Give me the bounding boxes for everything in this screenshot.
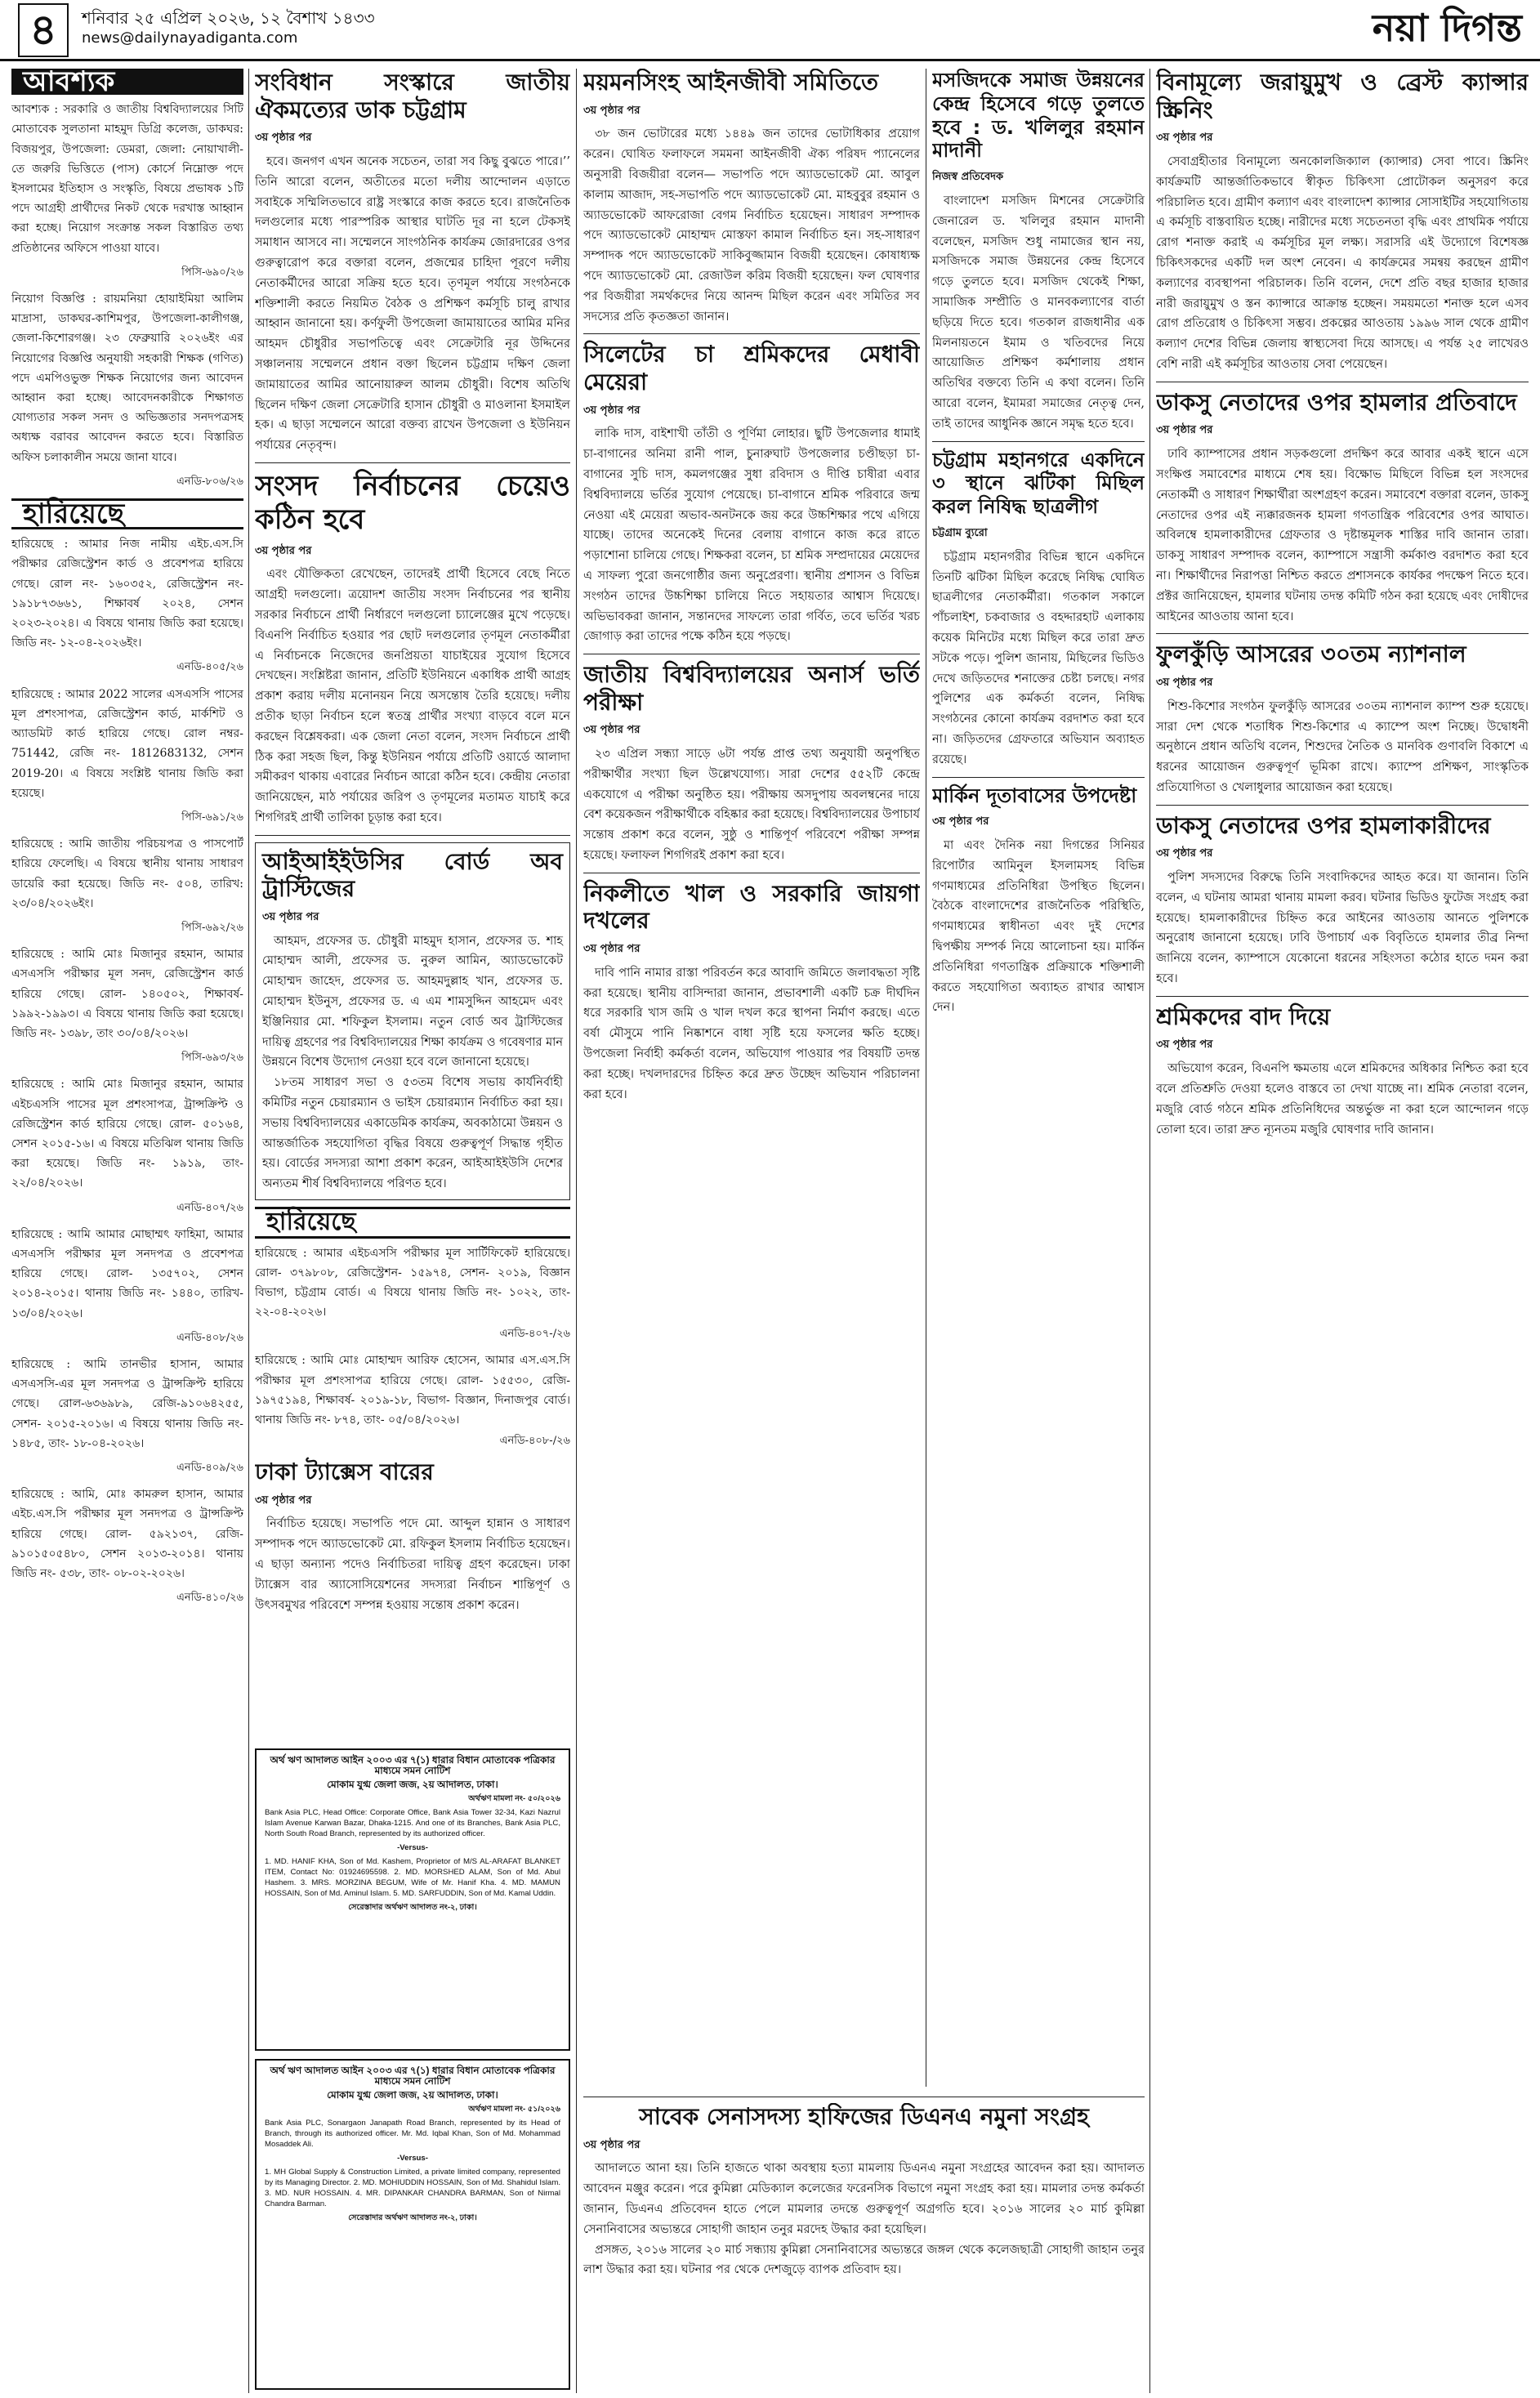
column-divider [576, 69, 577, 2393]
notice-title: অর্থ ঋণ আদালত আইন ২০০৩ এর ৭(১) ধারার বিধান মোতাবেক পত্রিকার মাধ্যমে সমন নোটিশ [270, 2065, 556, 2087]
header-divider [0, 59, 1540, 61]
article-body: প্রসঙ্গত, ২০১৬ সালের ২০ মার্চ সন্ধ্যায় কুমিল্লা সেনানিবাসের অভ্যন্তরে জঙ্গল থেকে কলেজছাত্রী সোহাগী জাহান তনুর লাশ উদ্ধার করা হয়। ঘটনার পর থেকে দেশজুড়ে ব্যাপক প্রতিবাদ হয়। [583, 2243, 1145, 2277]
masthead [0, 0, 1540, 65]
headline-nu-admission[interactable]: জাতীয় বিশ্ববিদ্যালয়ের অনার্স ভর্তি পরীক্ষা [583, 661, 920, 716]
classified-ref: এনডি-৪০৫/২৬ [176, 661, 243, 674]
classified-wanted-1: আবশ্যক : সরকারি ও জাতীয় বিশ্ববিদ্যালয়ের সিটি মোতাবেক সুলতানা মাহমুদ ডিগ্রি কলেজ, ডাকঘর: বিজয়পুর, উপজেলা: ডেমরা, জেলা: নোয়াখালী-তে জরুরি ভিত্তিতে (পাস) কোর্সে নিম্নোক্ত পদে ইসলামের ইতিহাস ও সংস্কৃতি, বিষয়ে প্রভাষক ১টি পদে আগ্রহী প্রার্থীদের নিকট থেকে দরখাস্ত আহ্বান করা হচ্ছে। নিয়োগ সংক্রান্ত সকল বিস্তারিত তথ্য প্রতিষ্ঠানের অফিসে পাওয়া যাবে। [11, 103, 243, 255]
notice-footer: সেরেস্তাদার অর্থঋণ আদালত নং-২, ঢাকা। [348, 2213, 477, 2222]
article-body: হবে। জনগণ এখন অনেক সচেতন, তারা সব কিছু বুঝতে পারে।’’ তিনি আরো বলেন, অতীতের মতো দলীয় আন্দোলন এড়াতে সবাইকে সম্মিলিতভাবে রাষ্ট্র সংস্কারে কাজ করতে হবে। রাজনৈতিক দলগুলোর মধ্যে পারস্পরিক আস্থার ঘাটতি দূর না হলে টেকসই সমাধান আসবে না। সম্মেলনে সাংগঠনিক কার্যক্রম জোরদারের ওপর গুরুত্বারোপ করে বক্তারা বলেন, প্রজন্মের চাহিদা পূরণে দলীয় নেতাকর্মীদের আরো সক্রিয় হতে হবে। তৃণমূল পর্যায়ে সংগঠনকে শক্তিশালী করতে নিয়মিত বৈঠক ও প্রশিক্ষণ কর্মসূচি চালু রাখার আহ্বান জানানো হয়। কর্ণফুলী উপজেলা জামায়াতের আমির মনির আহমদ চৌধুরীর সভাপতিত্বে এবং সেক্রেটারি নূর উদ্দিনের সঞ্চালনায় সম্মেলনে প্রধান বক্তা ছিলেন চট্টগ্রাম দক্ষিণ জেলা জামায়াতের আমির আনোয়ারুল আলম চৌধুরী। বিশেষ অতিথি ছিলেন দক্ষিণ জেলা সেক্রেটারি হাসান চৌধুরী ও মাওলানা ইসমাইল হক। এ ছাড়া সম্মেলনে আরো বক্তব্য রাখেন উপজেলা ও ইউনিয়ন পর্যায়ের নেতৃবৃন্দ। [255, 154, 570, 453]
newspaper-logo: নয়া দিগন্ত [1372, 6, 1522, 50]
source-line: ৩য় পৃষ্ঠার পর [1156, 424, 1213, 437]
lost-notices-list [11, 534, 243, 1608]
source-line: ৩য় পৃষ্ঠার পর [583, 404, 641, 417]
article-body: আদালতে আনা হয়। তিনি হাজতে থাকা অবস্থায় হত্যা মামলায় ডিএনএ নমুনা সংগ্রহের আবেদন করা হয়। আদালত আবেদন মঞ্জুর করেন। পরে কুমিল্লা মেডিক্যাল কলেজের ফরেনসিক বিভাগে নমুনা সংগ্রহ করা হয়। মামলার তদন্ত কর্মকর্তা জানান, ডিএনএ প্রতিবেদন হাতে পেলে মামলার তদন্তে গুরুত্বপূর্ণ অগ্রগতি হবে। ২০১৬ সালের ২০ মার্চ কুমিল্লা সেনানিবাসের অভ্যন্তরে সোহাগী জাহান তনুর মরদেহ উদ্ধার করা হয়েছিল। [583, 2162, 1145, 2236]
notice-court: মোকাম যুগ্ম জেলা জজ, ২য় আদালত, ঢাকা। [327, 2089, 498, 2101]
lost-notice: হারিয়েছে : আমার নিজ নামীয় এইচ.এস.সি পরীক্ষার রেজিস্ট্রেশন কার্ড ও প্রবেশপত্র হারিয়ে গেছে। রোল নং- ১৬০৩৫২, রেজিস্ট্রেশন নং- ১৯১৮৭৩৬৬১, শিক্ষাবর্ষ ২০২৪, সেশন ২০২৩-২০২৪। এ বিষয়ে থানায় জিডি করা হয়েছে। জিডি নং- ১২-০৪-২০২৬ইং। [11, 538, 243, 650]
column-divider [248, 69, 249, 2393]
article-body: পুলিশ সদস্যদের বিরুদ্ধে তিনি সংবাদিকদের আহত করে। যা জানান। তিনি বলেন, এ ঘটনায় আমরা থানায় মামলা করব। ঘটনার ভিডিও ফুটেজ সংগ্রহ করা হয়েছে। হামলাকারীদের চিহ্নিত করে আইনের আওতায় আনতে পুলিশকে অনুরোধ জানানো হয়েছে। ঢাবি উপাচার্য এক বিবৃতিতে হামলার তীব্র নিন্দা জানিয়ে বলেন, ক্যাম্পাসে যেকোনো ধরনের সহিংসতা কঠোর হাতে দমন করা হবে। [1156, 871, 1529, 986]
court-notice-2 [255, 2059, 570, 2390]
headline-nikli-canal[interactable]: নিকলীতে খাল ও সরকারি জায়গা দখলের [583, 879, 920, 935]
notice-court: মোকাম যুগ্ম জেলা জজ, ২য় আদালত, ঢাকা। [327, 1779, 498, 1790]
notice-versus: -Versus- [397, 2154, 428, 2163]
news-column-3 [583, 69, 920, 2087]
source-line: ৩য় পৃষ্ঠার পর [583, 104, 641, 117]
source-line: ৩য় পৃষ্ঠার পর [932, 815, 989, 828]
source-line: ৩য় পৃষ্ঠার পর [1156, 132, 1213, 145]
source-line: নিজস্ব প্রতিবেদক [932, 171, 1004, 184]
lost-notice: হারিয়েছে : আমি মোঃ মিজানুর রহমান, আমার এইচএসসি পাসের মূল প্রশংসাপত্র, ট্রান্সক্রিপ্ট ও রেজিস্ট্রেশন কার্ড হারিয়ে গেছে। রোল- ৫০১৬৪, সেশন ২০১৫-১৬। এ বিষয়ে মতিঝিল থানায় জিডি করা হয়েছে। জিডি নং- ১৯১৯, তাং- ২২/০৪/২০২৬। [11, 1078, 243, 1190]
article-body: বাংলাদেশ মসজিদ মিশনের সেক্রেটারি জেনারেল ড. খলিলুর রহমান মাদানী বলেছেন, মসজিদ শুধু নামাজের স্থান নয়, মসজিদকে সমাজ উন্নয়নের কেন্দ্র হিসেবে গড়ে তুলতে হবে। মসজিদ থেকেই শিক্ষা, সামাজিক সম্প্রীতি ও মানবকল্যাণের বার্তা ছড়িয়ে দিতে হবে। গতকাল রাজধানীর এক মিলনায়তনে ইমাম ও খতিবদের নিয়ে আয়োজিত প্রশিক্ষণ কর্মশালায় প্রধান অতিথির বক্তব্যে তিনি এ কথা বলেন। তিনি আরো বলেন, ইমামরা সমাজের নেতৃত্ব দেন, তাই তাদের আধুনিক জ্ঞানে সমৃদ্ধ হতে হবে। [932, 194, 1145, 431]
classified-ref: পিসি-৬৯৩/২৬ [181, 1052, 243, 1065]
lost-notice: হারিয়েছে : আমি মোঃ মিজানুর রহমান, আমার এসএসসি পরীক্ষার মূল সনদ, রেজিস্ট্রেশন কার্ড হারিয়ে গেছে। রোল- ১৪০৫০২, শিক্ষাবর্ষ- ১৯৯২-১৯৯৩। এ বিষয়ে থানায় জিডি করা হয়েছে। জিডি নং- ১৩৯৮, তাং ৩০/০৪/২০২৬। [11, 948, 243, 1040]
notice-footer: সেরেস্তাদার অর্থঋণ আদালত নং-২, ঢাকা। [348, 1903, 477, 1912]
article-body: এবং যৌক্তিকতা রেখেছেন, তাদেরই প্রার্থী হিসেবে বেছে নিতে আগ্রহী দলগুলো। ত্রয়োদশ জাতীয় সংসদ নির্বাচনের পর স্থানীয় সরকার নির্বাচনে প্রার্থী নির্ধারণে দলগুলো চ্যালেঞ্জের মুখে পড়েছে। বিএনপি নির্বাচিত হওয়ার পর ছোট দলগুলোর তৃণমূল নেতাকর্মীরা এ নির্বাচনকে নিজেদের জনপ্রিয়তা যাচাইয়ের সুযোগ হিসেবে দেখছেন। সংশ্লিষ্টরা জানান, প্রতিটি ইউনিয়নে একাধিক প্রার্থী আগ্রহ প্রকাশ করায় দলীয় মনোনয়ন নিয়ে অসন্তোষ তৈরি হয়েছে। দলীয় প্রতীক ছাড়া নির্বাচন হলে স্বতন্ত্র প্রার্থীর সংখ্যা বাড়বে বলে মনে করছেন বিশ্লেষকরা। এক জেলা নেতা বলেন, সংসদ নির্বাচনে প্রার্থী ঠিক করা সহজ ছিল, কিন্তু ইউনিয়ন পর্যায়ে প্রতিটি ওয়ার্ডে আলাদা সমীকরণ থাকায় এবারের নির্বাচন আরো কঠিন হবে। কেন্দ্রীয় নেতারা জানিয়েছেন, মাঠ পর্যায়ের জরিপ ও তৃণমূলের মতামত যাচাই করে শিগগিরই প্রার্থী তালিকা চূড়ান্ত করা হবে। [255, 568, 570, 824]
notice-plaintiff: Bank Asia PLC, Head Office: Corporate Office, Bank Asia Tower 32-34, Kazi Nazrul Islam Avenue Karwan Bazar, Dhaka-1215. And one of its Branches, Bank Asia PLC, North South Road Branch, represented by its authorized officer. [265, 1808, 560, 1838]
section-head-lost: হারিয়েছে [11, 498, 243, 529]
headline-iiuc[interactable]: আইআইইউসির বোর্ড অব ট্রাস্টিজের [262, 847, 563, 903]
article-body: শিশু-কিশোর সংগঠন ফুলকুঁড়ি আসরের ৩০তম ন্যাশনাল ক্যাম্প শুরু হয়েছে। সারা দেশ থেকে শতাধিক শিশু-কিশোর এ ক্যাম্পে অংশ নিচ্ছে। উদ্বোধনী অনুষ্ঠানে প্রধান অতিথি বলেন, শিশুদের নৈতিক ও মানবিক গুণাবলি বিকাশে এ ধরনের আয়োজন গুরুত্বপূর্ণ ভূমিকা রাখে। ক্যাম্পে প্রশিক্ষণ, সাংস্কৃতিক প্রতিযোগিতা ও খেলাধুলার আয়োজন করা হয়েছে। [1156, 699, 1529, 794]
news-column-5 [1156, 69, 1529, 2393]
lost-notice: হারিয়েছে : আমি তানভীর হাসান, আমার এসএসসি-এর মূল সনদপত্র ও ট্রান্সক্রিপ্ট হারিয়ে গেছে। রোল-৬৩৬৯৮৯, রেজি-৯১০৬৪২৫৫, সেশন- ২০১৫-২০১৬। এ বিষয়ে থানায় জিডি নং- ১৪৮৫, তাং- ১৮-০৪-২০২৬। [11, 1357, 243, 1450]
notice-versus: -Versus- [397, 1843, 428, 1852]
notice-case-number: অর্থঋণ মামলা নং- ৫১/২০২৬ [468, 2105, 560, 2114]
headline-ducsu-attackers[interactable]: ডাকসু নেতাদের ওপর হামলাকারীদের [1156, 811, 1491, 839]
source-line: ৩য় পৃষ্ঠার পর [262, 910, 319, 923]
lost-notice: হারিয়েছে : আমি মোঃ মোহাম্মদ আরিফ হোসেন, আমার এস.এস.সি পরীক্ষার মূল প্রশংসাপত্র হারিয়ে গেছে। রোল- ১৫৫৩০, রেজি- ১৯৭৫১৯৪, শিক্ষাবর্ষ- ২০১৯-১৮, বিভাগ- বিজ্ঞান, দিনাজপুর বোর্ড। থানায় জিডি নং- ৮৭৪, তাং- ০৫/০৪/২০২৬। [255, 1354, 570, 1427]
classified-ref: এনডি-৪০৭-/২৬ [499, 1327, 570, 1340]
notice-plaintiff: Bank Asia PLC, Sonargaon Janapath Road Branch, represented by its Head of Branch, through its authorized officer. Mr. Md. Iqbal Khan, Son of Md. Mohammad Mosaddek Ali. [265, 2119, 560, 2149]
article-body: ১৮তম সাধারণ সভা ও ৫৩তম বিশেষ সভায় কার্যনির্বাহী কমিটির নতুন চেয়ারম্যান ও ভাইস চেয়ারম্যান নির্বাচিত করা হয়। সভায় বিশ্ববিদ্যালয়ের একাডেমিক কার্যক্রম, অবকাঠামো উন্নয়ন ও আন্তর্জাতিক সহযোগিতা বৃদ্ধির বিষয়ে গুরুত্বপূর্ণ সিদ্ধান্ত গৃহীত হয়। বোর্ডের সদস্যরা আশা প্রকাশ করেন, আইআইইউসি দেশের অন্যতম শীর্ষ বিশ্ববিদ্যালয়ে পরিণত হবে। [262, 1076, 563, 1191]
lost-notice: হারিয়েছে : আমার এইচএসসি পরীক্ষার মূল সার্টিফিকেট হারিয়েছে। রোল- ৩৭৯৮০৮, রেজিস্ট্রেশন- ১৫৯৭৪, সেশন- ২০১৯, বিজ্ঞান বিভাগ, চট্টগ্রাম বোর্ড। এ বিষয়ে থানায় জিডি নং- ১০২২, তাং- ২২-০৪-২০২৬। [255, 1246, 570, 1320]
page-number: ৪ [18, 3, 69, 57]
source-line: চট্টগ্রাম ব্যুরো [932, 526, 988, 539]
classified-ref: পিসি-৬৯০/২৬ [181, 266, 243, 279]
headline-us-embassy[interactable]: মার্কিন দূতাবাসের উপদেষ্টা [932, 784, 1137, 807]
source-line: ৩য় পৃষ্ঠার পর [583, 2138, 641, 2151]
lost-notice: হারিয়েছে : আমি, মোঃ কামরুল হাসান, আমার এইচ.এস.সি পরীক্ষার মূল সনদপত্র ও ট্রান্সক্রিপ্ট হারিয়ে গেছে। রোল- ৫৯২১৩৭, রেজি- ৯১০১৫০৫৪৮০, সেশন ২০১৩-২০১৪। থানায় জিডি নং- ৫৩৮, তাং- ০৮-০২-২০২৬। [11, 1488, 243, 1581]
classified-wanted-2: নিয়োগ বিজ্ঞপ্তি : রায়মনিয়া হোয়াইমিয়া আলিম মাদ্রাসা, ডাকঘর-কাশিমপুর, উপজেলা-কালীগঞ্জ, জেলা-কিশোরগঞ্জ। ২৩ ফেব্রুয়ারি ২০২৬ইং এর নিয়োগের বিজ্ঞপ্তি অনুযায়ী সহকারী শিক্ষক (গণিত) পদে এমপিওভুক্ত শিক্ষক নিয়োগের জন্য আবেদন আহ্বান করা হচ্ছে। আবেদনকারীকে শিক্ষাগত যোগ্যতার সকল সনদ ও অভিজ্ঞতার সনদপত্রসহ অধ্যক্ষ বরাবর আবেদন করতে হবে। বিস্তারিত অফিস চলাকালীন সময়ে জানা যাবে। [11, 292, 243, 464]
section-head-wanted: আবশ্যক [11, 69, 243, 95]
article-body: অভিযোগ করেন, বিএনপি ক্ষমতায় এলে শ্রমিকদের অধিকার নিশ্চিত করা হবে বলে প্রতিশ্রুতি দেওয়া হলেও বাস্তবে তা দেখা যাচ্ছে না। শ্রমিক নেতারা বলেন, মজুরি বোর্ড গঠনে শ্রমিক প্রতিনিধিদের অন্তর্ভুক্ত না করা হলে আন্দোলন গড়ে তোলা হবে। তারা দ্রুত ন্যূনতম মজুরি ঘোষণার দাবি জানান। [1156, 1062, 1529, 1136]
source-line: ৩য় পৃষ্ঠার পর [1156, 1038, 1213, 1052]
classified-ref: এনডি-৪০৯/২৬ [176, 1462, 243, 1474]
classified-ref: এনডি-৮০৬/২৬ [176, 475, 243, 488]
classified-ref: এনডি-৪০৮/২৬ [176, 1331, 243, 1344]
headline-tax-bar[interactable]: ঢাকা ট্যাক্সেস বারের [255, 1458, 434, 1486]
headline-chattogram-procession[interactable]: চট্টগ্রাম মহানগরে একদিনে ৩ স্থানে ঝটিকা মিছিল করল নিষিদ্ধ ছাত্রলীগ [932, 448, 1145, 519]
lost-notice: হারিয়েছে : আমি আমার মোছাম্মৎ ফাহিমা, আমার এসএসসি পরীক্ষার মূল সনদপত্র ও প্রবেশপত্র হারিয়ে গেছে। রোল- ১৩৫৭০২, সেশন ২০১৪-২০১৫। থানায় জিডি নং- ১৪৪০, তারিখ- ১৩/০৪/২০২৬। [11, 1227, 243, 1320]
lost-notice: হারিয়েছে : আমার 2022 সালের এসএসসি পাসের মূল প্রশংসাপত্র, রেজিস্ট্রেশন কার্ড, মার্কশিট ও অ্যাডমিট কার্ড হারিয়ে গেছে। রোল নম্বর- 751442, রেজি নং- 1812683132, সেশন 2019-20। এ বিষয়ে সংশ্লিষ্ট থানায় জিডি করা হয়েছে। [11, 687, 243, 800]
classifieds-column [11, 69, 243, 2393]
headline-ducsu-protest[interactable]: ডাকসু নেতাদের ওপর হামলার প্রতিবাদে [1156, 388, 1517, 416]
headline-dna-sample[interactable]: সাবেক সেনাসদস্য হাফিজের ডিএনএ নমুনা সংগ্রহ [639, 2103, 1089, 2130]
source-line: ৩য় পৃষ্ঠার পর [255, 132, 312, 145]
headline-mosque[interactable]: মসজিদকে সমাজ উন্নয়নের কেন্দ্র হিসেবে গড়ে তুলতে হবে : ড. খলিলুর রহমান মাদানী [932, 69, 1145, 163]
article-body: ৩৮ জন ভোটারের মধ্যে ১৪৪৯ জন তাদের ভোটাধিকার প্রয়োগ করেন। ঘোষিত ফলাফলে সমমনা আইনজীবী ঐক্য পরিষদ প্যানেলের অনুসারী বিজয়ীরা বলেন— সভাপতি পদে অ্যাডভোকেট মো. আবুল কালাম আজাদ, সহ-সভাপতি পদে অ্যাডভোকেট মো. মাহবুবুর রহমান ও অ্যাডভোকেট আফরোজা বেগম নির্বাচিত হয়েছেন। সাধারণ সম্পাদক পদে অ্যাডভোকেট মোহাম্মদ মোস্তফা কামাল নির্বাচিত হন। সহ-সাধারণ সম্পাদক পদে অ্যাডভোকেট সাকিবুজ্জামান বিজয়ী হয়েছেন। কোষাধ্যক্ষ পদে অ্যাডভোকেট মো. রেজাউল করিম বিজয়ী হয়েছেন। ফল ঘোষণার পর বিজয়ীরা সমর্থকদের নিয়ে আনন্দ মিছিল করেন এবং সমিতির সব সদস্যের প্রতি কৃতজ্ঞতা জানান। [583, 127, 920, 324]
headline-tea-workers[interactable]: সিলেটের চা শ্রমিকদের মেধাবী মেয়েরা [583, 341, 920, 395]
article-body: ঢাবি ক্যাম্পাসের প্রধান সড়কগুলো প্রদক্ষিণ করে আবার একই স্থানে এসে সংক্ষিপ্ত সমাবেশের মাধ্যমে শেষ হয়। বিক্ষোভ মিছিলে বিভিন্ন হল সংসদের নেতাকর্মী ও সাধারণ শিক্ষার্থীরা অংশগ্রহণ করেন। সমাবেশে বক্তারা বলেন, ডাকসু নেতাদের ওপর এই ন্যক্কারজনক হামলা গণতান্ত্রিক পরিবেশের ওপর আঘাত। অবিলম্বে হামলাকারীদের গ্রেফতার ও দৃষ্টান্তমূলক শাস্তির দাবি জানান তারা। ডাকসু সাধারণ সম্পাদক বলেন, ক্যাম্পাসে সন্ত্রাসী কর্মকাণ্ড বরদাশত করা হবে না। শিক্ষার্থীদের নিরাপত্তা নিশ্চিত করতে প্রশাসনকে কার্যকর পদক্ষেপ নিতে হবে। প্রক্টর জানিয়েছেন, হামলার ঘটনায় তদন্ত কমিটি গঠন করা হয়েছে এবং দোষীদের আইনের আওতায় আনা হবে। [1156, 448, 1529, 623]
news-column-4 [932, 69, 1145, 2087]
notice-title: অর্থ ঋণ আদালত আইন ২০০৩ এর ৭(১) ধারার বিধান মোতাবেক পত্রিকার মাধ্যমে সমন নোটিশ [270, 1754, 556, 1776]
classified-ref: এনডি-৪১০/২৬ [176, 1592, 243, 1605]
bottom-article [583, 2103, 1145, 2393]
column-divider [1149, 69, 1150, 2393]
classified-ref: পিসি-৬৯২/২৬ [181, 921, 243, 934]
headline-mymensingh-bar[interactable]: ময়মনসিংহ আইনজীবী সমিতিতে [583, 69, 878, 96]
court-notice-1 [255, 1748, 570, 2051]
classified-ref: পিসি-৬৯১/২৬ [181, 810, 243, 824]
headline-election[interactable]: সংসদ নির্বাচনের চেয়েও কঠিন হবে [255, 469, 570, 536]
article-body: নির্বাচিত হয়েছে। সভাপতি পদে মো. আব্দুল হান্নান ও সাধারণ সম্পাদক পদে অ্যাডভোকেট মো. রফিকুল ইসলাম নির্বাচিত হয়েছেন। এ ছাড়া অন্যান্য পদেও নির্বাচিতরা দায়িত্ব গ্রহণ করেছেন। ঢাকা ট্যাক্সেস বার অ্যাসোসিয়েশনের সদস্যরা নির্বাচন শান্তিপূর্ণ ও উৎসবমুখর পরিবেশে সম্পন্ন হওয়ায় সন্তোষ প্রকাশ করেন। [255, 1517, 570, 1612]
notice-defendants: 1. MH Global Supply & Construction Limited, a private limited company, represented by its Managing Director. 2. MD. MOHIUDDIN HOSSAIN, Son of Md. Shahidul Islam. 3. MD. NUR HOSSAIN. 4. MR. DIPANKAR CHANDRA BARMAN, Son of Nirmal Chandra Barman. [265, 2168, 560, 2208]
article-body: মা এবং দৈনিক নয়া দিগন্তের সিনিয়র রিপোর্টার আমিনুল ইসলামসহ বিভিন্ন গণমাধ্যমের প্রতিনিধিরা উপস্থিত ছিলেন। বৈঠকে বাংলাদেশের রাজনৈতিক পরিস্থিতি, গণমাধ্যমের স্বাধীনতা এবং দুই দেশের দ্বিপক্ষীয় সম্পর্ক নিয়ে আলোচনা হয়। মার্কিন প্রতিনিধিরা গণতান্ত্রিক প্রক্রিয়াকে শক্তিশালী করতে সহযোগিতা অব্যাহত রাখার আশ্বাস দেন। [932, 839, 1145, 1015]
headline-cancer-screening[interactable]: বিনামূল্যে জরায়ুমুখ ও ব্রেস্ট ক্যান্সার স্ক্রিনিং [1156, 69, 1529, 123]
article-body: দাবি পানি নামার রাস্তা পরিবর্তন করে আবাদি জমিতে জলাবদ্ধতা সৃষ্টি করা হয়েছে। স্থানীয় বাসিন্দারা জানান, প্রভাবশালী একটি চক্র দীর্ঘদিন ধরে সরকারি খাস জমি ও খাল দখল করে স্থাপনা নির্মাণ করছে। এতে বর্ষা মৌসুমে পানি নিষ্কাশনে বাধা সৃষ্টি হয়ে ফসলের ক্ষতি হচ্ছে। উপজেলা নির্বাহী কর্মকর্তা বলেন, অভিযোগ পাওয়ার পর বিষয়টি তদন্ত করা হচ্ছে। দখলদারদের চিহ্নিত করে দ্রুত উচ্ছেদ অভিযান পরিচালনা করা হবে। [583, 966, 920, 1101]
headline-workers[interactable]: শ্রমিকদের বাদ দিয়ে [1156, 1003, 1331, 1030]
source-line: ৩য় পৃষ্ঠার পর [255, 1494, 312, 1507]
section-head-lost-2: হারিয়েছে [255, 1207, 570, 1239]
article-body: আহমদ, প্রফেসর ড. চৌধুরী মাহমুদ হাসান, প্রফেসর ড. শাহ মোহাম্মদ আলী, প্রফেসর ড. নুরুল আমিন, অ্যাডভোকেট মোহাম্মদ জাহেদ, প্রফেসর ড. আহমদুল্লাহ খান, প্রফেসর ড. মোহাম্মদ ইউনুস, প্রফেসর ড. এ এম শামসুদ্দিন আহমেদ এবং ইঞ্জিনিয়ার মো. শফিকুল ইসলাম। নতুন বোর্ড অব ট্রাস্টিজের দায়িত্ব গ্রহণের পর বিশ্ববিদ্যালয়ের শিক্ষা কার্যক্রম ও গবেষণার মান উন্নয়নে বিশেষ উদ্যোগ নেওয়া হবে বলে জানানো হয়েছে। [262, 934, 563, 1069]
article-body: চট্টগ্রাম মহানগরীর বিভিন্ন স্থানে একদিনে তিনটি ঝটিকা মিছিল করেছে নিষিদ্ধ ঘোষিত ছাত্রলীগের নেতাকর্মীরা। গতকাল সকালে পাঁচলাইশ, চকবাজার ও বহদ্দারহাট এলাকায় কয়েক মিনিটের মধ্যে মিছিল করে তারা দ্রুত সটকে পড়ে। পুলিশ জানায়, মিছিলের ভিডিও দেখে জড়িতদের শনাক্তের চেষ্টা চলছে। নগর পুলিশের এক কর্মকর্তা বলেন, নিষিদ্ধ সংগঠনের কোনো কার্যক্রম বরদাশত করা হবে না। জড়িতদের গ্রেফতারে অভিযান অব্যাহত রয়েছে। [932, 550, 1145, 766]
classified-ref: এনডি-৪০৮-/২৬ [499, 1435, 570, 1448]
source-line: ৩য় পৃষ্ঠার পর [583, 943, 641, 956]
classified-ref: এনডি-৪০৭/২৬ [176, 1201, 243, 1214]
lost-notice: হারিয়েছে : আমি জাতীয় পরিচয়পত্র ও পাসপোর্ট হারিয়ে ফেলেছি। এ বিষয়ে স্থানীয় থানায় সাধারণ ডায়েরি করা হয়েছে। জিডি নং- ৫০৪, তারিখ: ২৩/০৪/২০২৬ইং। [11, 837, 243, 910]
source-line: ৩য় পৃষ্ঠার পর [1156, 676, 1213, 689]
source-line: ৩য় পৃষ্ঠার পর [1156, 847, 1213, 860]
contact-email[interactable]: news@dailynayadiganta.com [82, 29, 298, 47]
notice-defendants: 1. MD. HANIF KHA, Son of Md. Kashem, Proprietor of M/S AL-ARAFAT BLANKET ITEM, Contact No: 01924695598. 2. MD. MORSHED ALAM, Son of Md. Abul Hashem. 3. MRS. MORZINA BEGUM, Wife of Mr. Hanif Kha. 4. MD. MAMUN HOSSAIN, Son of Md. Aminul Islam. 5. MD. SARFUDDIN, Son of Md. Kamal Uddin. [265, 1857, 560, 1898]
headline-constitution[interactable]: সংবিধান সংস্কারে জাতীয় ঐকমত্যের ডাক চট্টগ্রাম [255, 69, 570, 123]
article-body: লাকি দাস, বাইশাখী তাঁতী ও পূর্ণিমা লোহার। ছুটি উপজেলার ধামাই চা-বাগানের অনিমা রানী পাল, চুনারুঘাট উপজেলার চণ্ডীছড়া চা-বাগানের সুচি দাস, কমলগঞ্জের সুধা রবিদাস ও দীপ্তি চাষীরা এবার বিশ্ববিদ্যালয়ে ভর্তির সুযোগ পেয়েছে। চা-বাগানে শ্রমিক পরিবারে জন্ম নেওয়া এই মেয়েরা অভাব-অনটনকে জয় করে উচ্চশিক্ষার পথে এগিয়ে যাচ্ছে। তাদের অনেকেই দিনের বেলায় বাগানে কাজ করে রাতে পড়াশোনা চালিয়ে গেছে। শিক্ষকরা বলেন, চা শ্রমিক সম্প্রদায়ের মেয়েদের এ সাফল্য পুরো জনগোষ্ঠীর জন্য অনুপ্রেরণা। স্থানীয় প্রশাসন ও বিভিন্ন সংগঠন তাদের উচ্চশিক্ষা চালিয়ে নিতে সহায়তার আশ্বাস দিয়েছে। অভিভাবকরা জানান, সন্তানদের সাফল্যে তারা গর্বিত, তবে ভর্তির খরচ জোগাড় করা তাদের পক্ষে কঠিন হয়ে পড়ছে। [583, 427, 920, 644]
article-body: সেবাগ্রহীতার বিনামূল্যে অনকোলজিক্যাল (ক্যান্সার) সেবা পাবে। স্ক্রিনিং কার্যক্রমটি আন্তর্জাতিকভাবে স্বীকৃত চিকিৎসা প্রোটোকল অনুসরণ করে পরিচালিত হবে। গ্রামীণ কল্যাণ এবং বাংলাদেশ ক্যান্সার সোসাইটির সহযোগিতায় এ কর্মসূচি বাস্তবায়িত হচ্ছে। নারীদের মধ্যে সচেতনতা বৃদ্ধি এবং প্রাথমিক পর্যায়ে রোগ শনাক্ত করাই এ কর্মসূচির মূল লক্ষ্য। সরাসরি এই উদ্যোগে বিশেষজ্ঞ চিকিৎসকদের একটি দল অংশ নেবেন। এ কার্যক্রমের সমন্বয় করছেন গ্রামীণ কল্যাণের ব্যবস্থাপনা পরিচালক। তিনি বলেন, দেশে প্রতি বছর হাজার হাজার নারী জরায়ুমুখ ও স্তন ক্যান্সারে আক্রান্ত হচ্ছেন। সময়মতো শনাক্ত হলে এসব রোগ প্রতিরোধ ও চিকিৎসা সম্ভব। প্রকল্পের আওতায় ১৯৯৬ সাল থেকে গ্রামীণ কল্যাণ দেশের বিভিন্ন জেলায় স্বাস্থ্যসেবা দিয়ে আসছে। এ পর্যন্ত ২৫ লাখেরও বেশি নারী এই কর্মসূচির আওতায় সেবা পেয়েছেন। [1156, 154, 1529, 371]
article-body: ২৩ এপ্রিল সন্ধ্যা সাড়ে ৬টা পর্যন্ত প্রাপ্ত তথ্য অনুযায়ী অনুপস্থিত পরীক্ষার্থীর সংখ্যা ছিল উল্লেখযোগ্য। সারা দেশের ৫৫২টি কেন্দ্রে একযোগে এ পরীক্ষা অনুষ্ঠিত হয়। পরীক্ষায় অসদুপায় অবলম্বনের দায়ে বেশ কয়েকজন পরীক্ষার্থীকে বহিষ্কার করা হয়েছে। বিশ্ববিদ্যালয়ের উপাচার্য সন্তোষ প্রকাশ করে বলেন, সুষ্ঠু ও শান্তিপূর্ণ পরিবেশে পরীক্ষা সম্পন্ন হয়েছে। ফলাফল শিগগিরই প্রকাশ করা হবে। [583, 748, 920, 863]
source-line: ৩য় পৃষ্ঠার পর [583, 724, 641, 737]
issue-date: শনিবার ২৫ এপ্রিল ২০২৬, ১২ বৈশাখ ১৪৩৩ [82, 8, 375, 28]
headline-fulkuri[interactable]: ফুলকুঁড়ি আসরের ৩০তম ন্যাশনাল [1156, 641, 1466, 668]
iiuc-box [255, 842, 570, 1200]
notice-case-number: অর্থঋণ মামলা নং- ৫০/২০২৬ [468, 1794, 560, 1803]
source-line: ৩য় পৃষ্ঠার পর [255, 544, 312, 557]
